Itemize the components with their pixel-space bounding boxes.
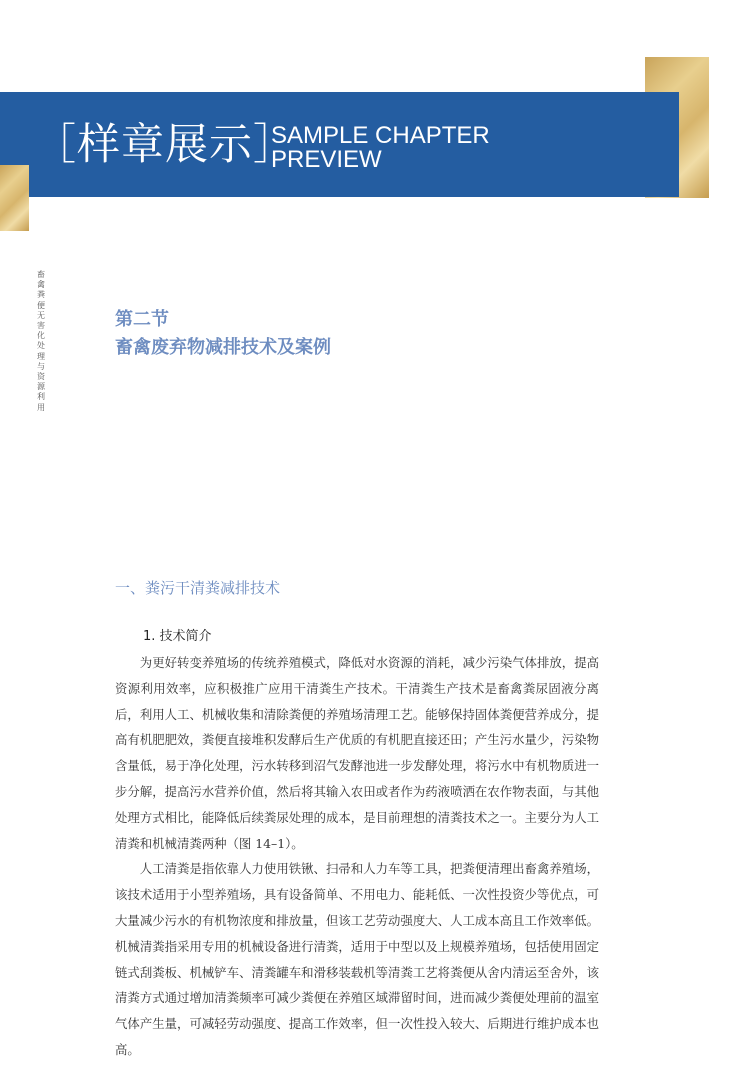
paragraph: 人工清粪是指依靠人力使用铁锹、扫帚和人力车等工具，把粪便清理出畜禽养殖场，该技术适用于小型养殖场，具有设备简单、不用电力、能耗低、一次性投资少等优点，可大量减少污水的有机物浓度和排放量，但该工艺劳动强度大、人工成本高且工作效率低。机械清粪指采用专用的机械设备进行清粪，适用于中型以及上规模养殖场，包括使用固定链式刮粪板、机械铲车、清粪罐车和滑移装载机等清粪工艺将粪便从舍内清运至舍外，该清粪方式通过增加清粪频率可减少粪便在养殖区域滞留时间，进而减少粪便处理前的温室气体产生量，可减轻劳动强度、提高工作效率，但一次性投入较大、后期进行维护成本也高。: [115, 861, 599, 1057]
banner-title-en: [271, 124, 490, 172]
heading-level-1: 一、粪污干清粪减排技术: [115, 579, 281, 597]
section-number: 第二节: [115, 309, 169, 330]
vertical-book-title: 畜禽粪便无害化处理与资源利用: [37, 270, 45, 412]
banner-title-zh: ［样章展示］: [33, 120, 297, 170]
heading-level-2: 1. 技术简介: [143, 629, 212, 644]
section-title: 畜禽废弃物减排技术及案例: [115, 337, 331, 358]
body-text: [115, 650, 599, 1063]
banner-title-en-line2: PREVIEW: [271, 146, 382, 173]
paragraph: 为更好转变养殖场的传统养殖模式，降低对水资源的消耗，减少污染气体排放，提高资源利用效率，应积极推广应用干清粪生产技术。干清粪生产技术是畜禽粪尿固液分离后，利用人工、机械收集和清除粪便的养殖场清理工艺。能够保持固体粪便营养成分，提高有机肥肥效，粪便直接堆积发酵后生产优质的有机肥直接还田；产生污水量少，污染物含量低，易于净化处理，污水转移到沼气发酵池进一步发酵处理，将污水中有机物质进一步分解，提高污水营养价值，然后将其输入农田或者作为药液喷洒在农作物表面，与其他处理方式相比，能降低后续粪尿处理的成本，是目前理想的清粪技术之一。主要分为人工清粪和机械清粪两种（图 14–1）。: [115, 655, 599, 851]
banner-title-en-line1: SAMPLE CHAPTER: [271, 122, 490, 149]
gold-accent-block-left: [0, 165, 29, 231]
